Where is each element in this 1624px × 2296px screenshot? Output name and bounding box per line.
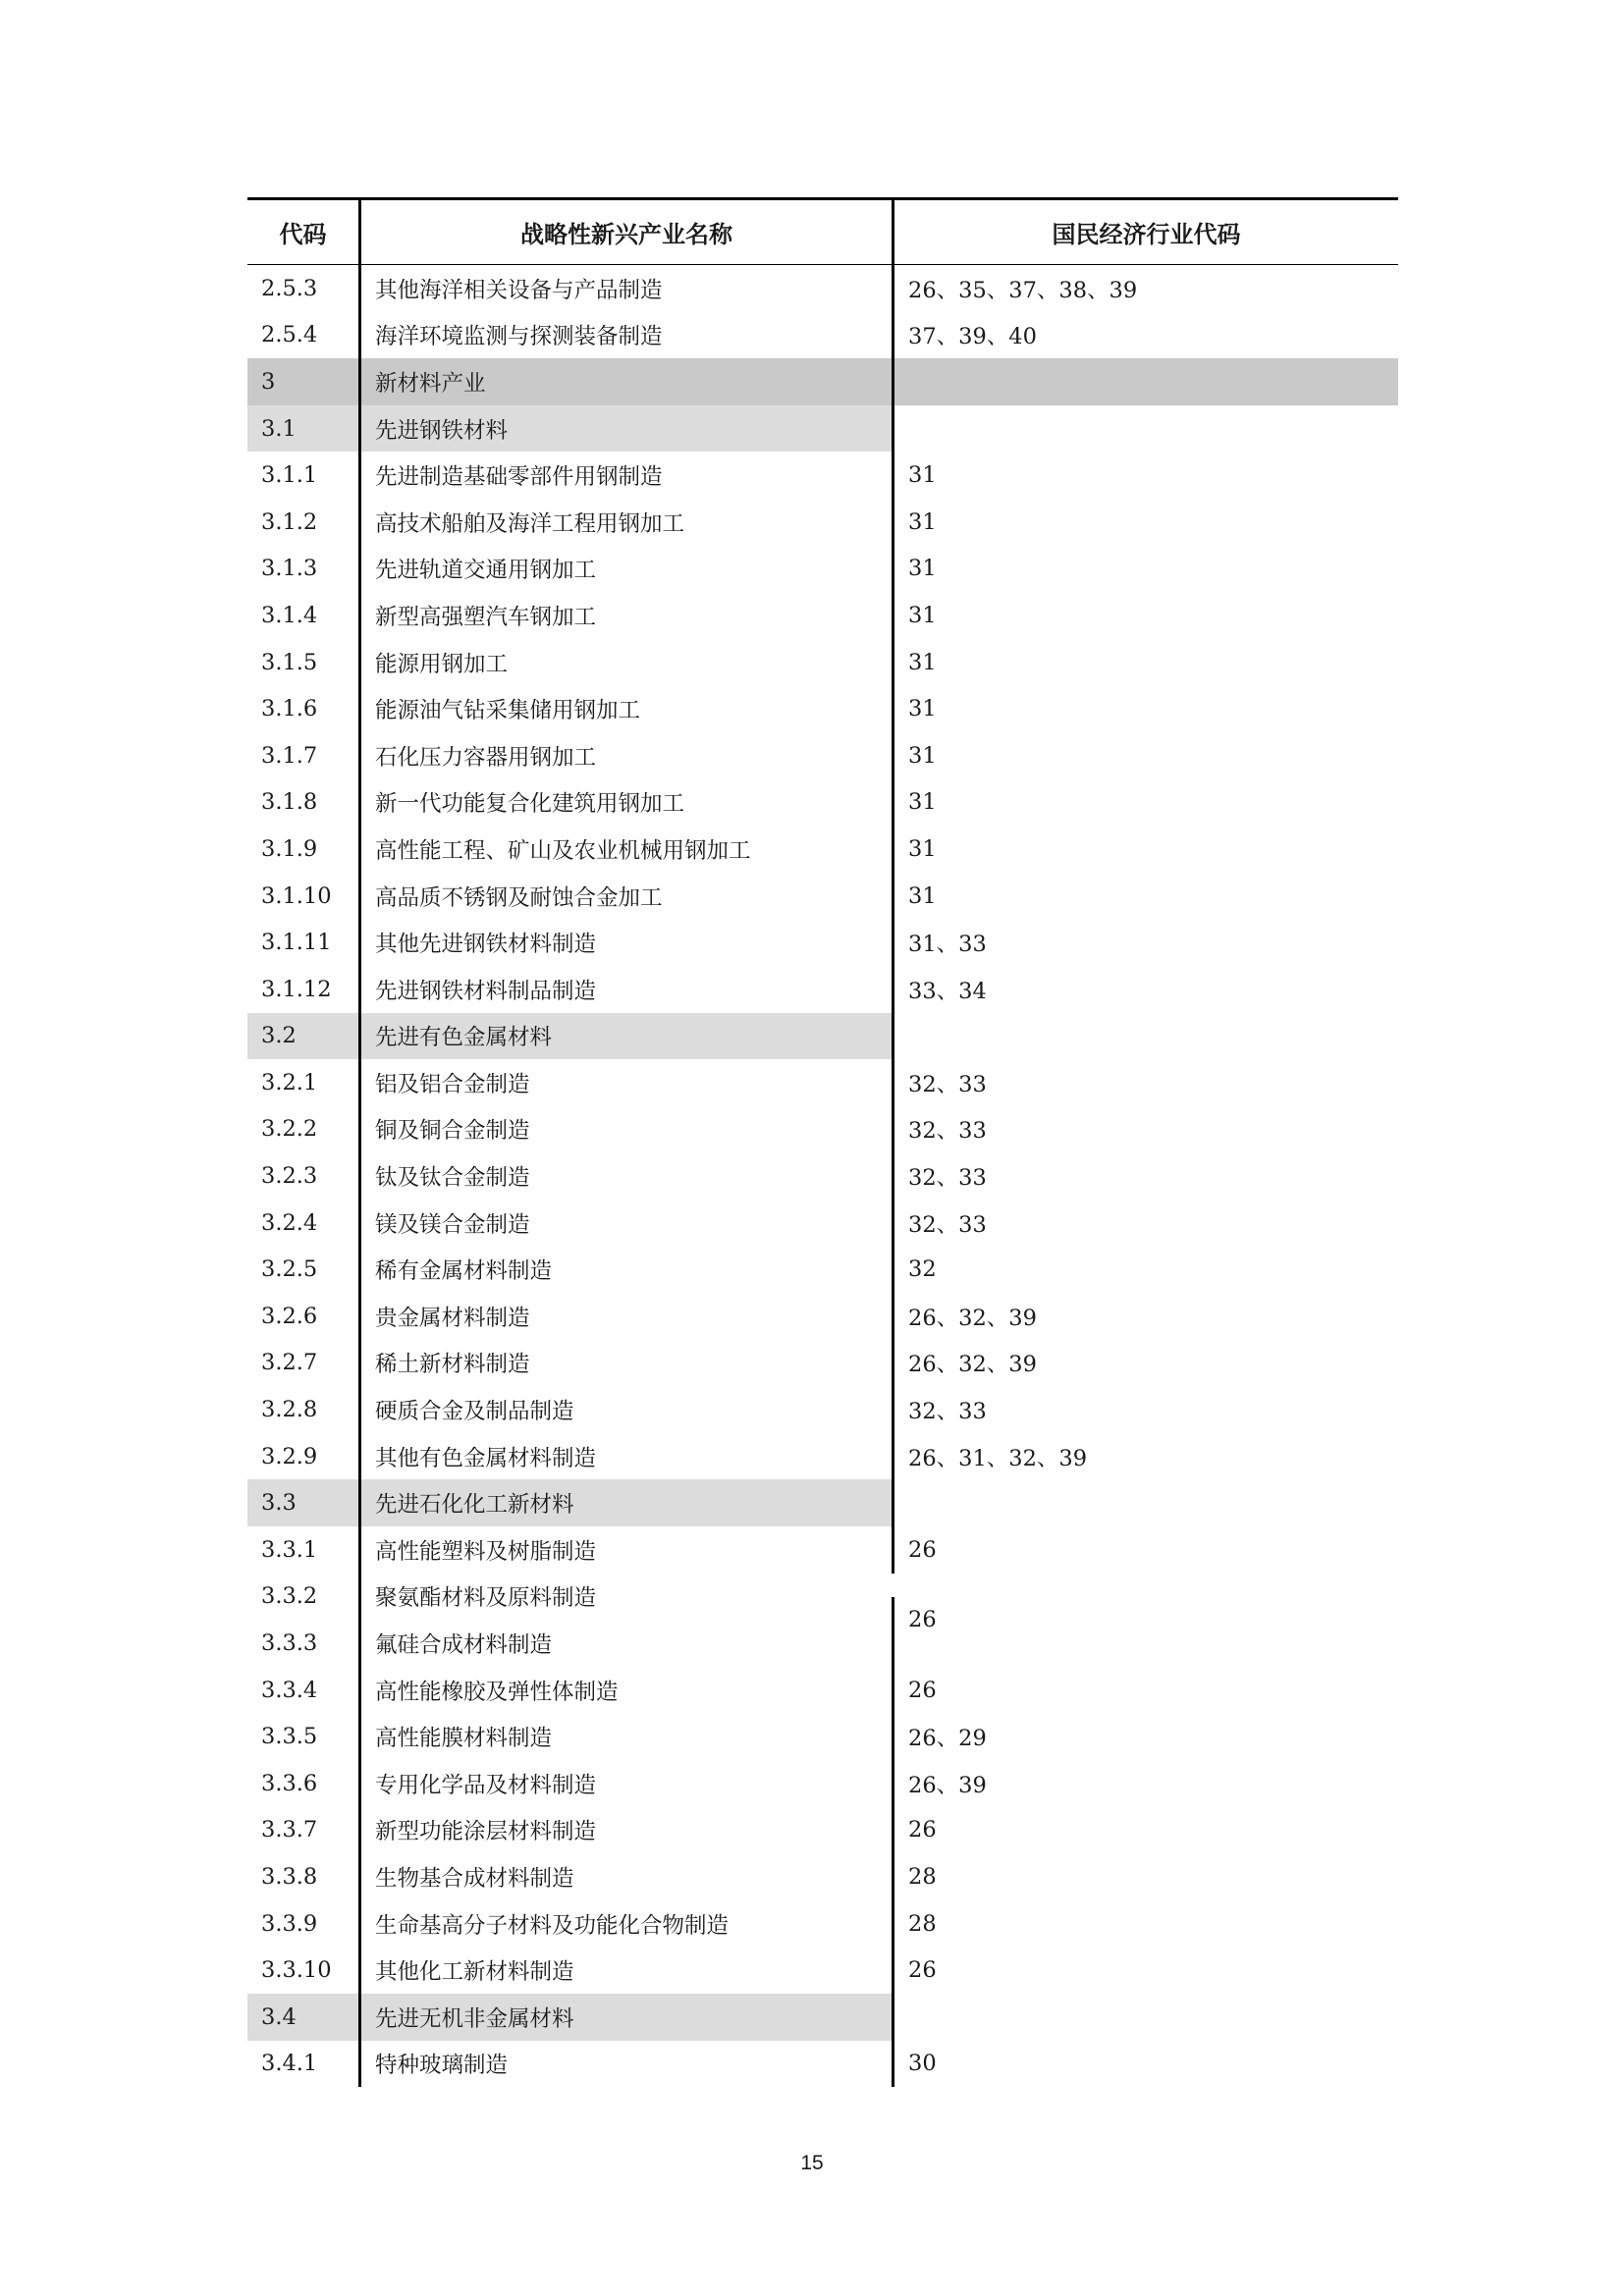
table-row [247,265,1398,312]
code-cell: 3.3.4 [261,1677,318,1703]
name-cell: 先进无机非金属材料 [358,1994,892,2041]
code-cell: 3.1.8 [261,789,318,816]
table-row [247,1713,1398,1760]
code-cell: 2.5.4 [261,322,318,348]
code-cell: 3.3 [247,1479,358,1526]
industry-code-cell: 32、33 [892,1106,1398,1153]
table-row [247,1947,1398,1994]
name-cell: 石化压力容器用钢加工 [358,732,892,779]
code-cell: 3.2 [247,1013,358,1060]
industry-code-cell: 26、29 [892,1713,1398,1760]
industry-code-cell: 37、39、40 [892,312,1398,359]
code-cell: 3.3.7 [261,1817,318,1843]
category-row [247,1994,1398,2041]
table-row [247,1340,1398,1387]
industry-code-cell: 26 [892,1597,1398,1644]
code-cell: 3.1.3 [261,556,318,582]
table-row [247,639,1398,686]
industry-code-cell: 32、33 [892,1200,1398,1247]
industry-code-cell: 28 [892,1853,1398,1900]
industry-code-cell [892,1013,1398,1060]
name-cell: 其他化工新材料制造 [358,1947,892,1994]
name-cell: 其他海洋相关设备与产品制造 [358,265,892,312]
code-cell: 3.1.2 [261,508,318,535]
code-cell: 3.3.5 [261,1724,318,1750]
code-cell: 3.2.3 [261,1163,318,1190]
table-row [247,1106,1398,1153]
name-cell: 专用化学品及材料制造 [358,1760,892,1807]
industry-code-cell: 26 [892,1807,1398,1854]
table-row [247,546,1398,593]
code-cell: 3.1.10 [261,882,332,909]
code-cell: 3.1.6 [261,696,318,722]
table-body [247,265,1398,2087]
table-row [247,312,1398,359]
industry-code-cell: 31 [892,779,1398,827]
name-cell: 高性能塑料及树脂制造 [358,1526,892,1574]
name-cell: 高技术船舶及海洋工程用钢加工 [358,499,892,546]
industry-code-cell: 26、32、39 [892,1293,1398,1340]
name-cell: 稀有金属材料制造 [358,1246,892,1293]
name-cell: 生命基高分子材料及功能化合物制造 [358,1900,892,1948]
industry-code-cell: 31 [892,452,1398,499]
header-industry-name: 战略性新兴产业名称 [358,200,892,264]
code-cell: 3.2.1 [261,1069,318,1095]
industry-code-cell: 28 [892,1900,1398,1948]
name-cell: 高性能工程、矿山及农业机械用钢加工 [358,826,892,873]
industry-code-cell: 26、35、37、38、39 [892,265,1398,312]
table-row [247,2041,1398,2088]
code-cell: 3.3.10 [261,1957,332,1984]
name-cell: 特种玻璃制造 [358,2041,892,2088]
industry-code-cell: 26、31、32、39 [892,1433,1398,1480]
code-cell: 3.2.2 [261,1116,318,1143]
name-cell: 先进钢铁材料 [358,405,892,453]
industry-classification-table [247,197,1398,2087]
industry-code-cell: 31 [892,546,1398,593]
name-cell: 硬质合金及制品制造 [358,1386,892,1433]
industry-code-cell: 32、33 [892,1059,1398,1106]
table-row [247,826,1398,873]
table-row [247,685,1398,732]
name-cell: 其他有色金属材料制造 [358,1433,892,1480]
industry-code-cell: 26、32、39 [892,1340,1398,1387]
name-cell: 海洋环境监测与探测装备制造 [358,312,892,359]
name-cell: 能源用钢加工 [358,639,892,686]
name-cell: 氟硅合成材料制造 [358,1620,892,1667]
code-cell: 3.1 [247,405,358,453]
industry-code-cell: 31 [892,592,1398,639]
code-cell: 3.2.8 [261,1397,318,1423]
code-cell: 3.3.9 [261,1910,318,1937]
code-cell: 3.2.7 [261,1350,318,1376]
name-cell: 生物基合成材料制造 [358,1853,892,1900]
header-code: 代码 [279,221,327,248]
name-cell: 先进石化化工新材料 [358,1479,892,1526]
table-row [247,1760,1398,1807]
industry-code-cell: 26、39 [892,1760,1398,1807]
industry-code-cell [892,405,1398,453]
industry-code-cell: 32、33 [892,1152,1398,1200]
code-cell: 3.3.2 [261,1583,318,1610]
code-cell: 3.4.1 [261,2051,318,2077]
industry-code-cell: 31 [892,685,1398,732]
name-cell: 高性能膜材料制造 [358,1713,892,1760]
name-cell: 铜及铜合金制造 [358,1106,892,1153]
header-economic-code: 国民经济行业代码 [892,200,1398,264]
name-cell: 稀土新材料制造 [358,1340,892,1387]
table-row [247,1200,1398,1247]
table-row [247,1059,1398,1106]
code-cell: 2.5.3 [261,275,318,301]
code-cell: 3.3.3 [261,1630,318,1657]
name-cell: 先进有色金属材料 [358,1013,892,1060]
name-cell: 铝及铝合金制造 [358,1059,892,1106]
code-cell: 3.3.8 [261,1863,318,1890]
industry-code-cell: 31 [892,639,1398,686]
code-cell: 3.3.1 [261,1536,318,1563]
name-cell: 聚氨酯材料及原料制造 [358,1574,892,1621]
table-row [247,1574,1398,1633]
table-row [247,1386,1398,1433]
code-cell: 3.2.9 [261,1443,318,1469]
code-cell: 3.1.11 [261,930,332,956]
industry-code-cell [892,1994,1398,2041]
table-row [247,1667,1398,1714]
name-cell: 钛及钛合金制造 [358,1152,892,1200]
industry-code-cell: 31 [892,873,1398,920]
table-row [247,1293,1398,1340]
table-row [247,1246,1398,1293]
name-cell: 先进轨道交通用钢加工 [358,546,892,593]
page-number: 15 [800,2152,824,2174]
industry-code-cell: 26 [892,1526,1398,1574]
code-cell: 3.2.6 [261,1303,318,1329]
name-cell: 其他先进钢铁材料制造 [358,919,892,966]
name-cell: 能源油气钻采集储用钢加工 [358,685,892,732]
table-row [247,592,1398,639]
name-cell: 贵金属材料制造 [358,1293,892,1340]
table-row [247,1853,1398,1900]
code-cell: 3.2.5 [261,1256,318,1283]
industry-code-cell: 31 [892,732,1398,779]
name-cell: 先进制造基础零部件用钢制造 [358,452,892,499]
code-cell: 3.1.7 [261,742,318,769]
table-row [247,1900,1398,1948]
category-row [247,1479,1398,1526]
table-row [247,1526,1398,1574]
name-cell: 镁及镁合金制造 [358,1200,892,1247]
name-cell: 高性能橡胶及弹性体制造 [358,1667,892,1714]
table-header [247,200,1398,265]
industry-code-cell [892,358,1398,405]
code-cell: 3.4 [247,1994,358,2041]
category-row [247,1013,1398,1060]
table-row [247,732,1398,779]
table-row [247,873,1398,920]
table-row [247,966,1398,1013]
name-cell: 先进钢铁材料制品制造 [358,966,892,1013]
category-row [247,405,1398,453]
table-row [247,1152,1398,1200]
table-row [247,779,1398,827]
table-row [247,1807,1398,1854]
industry-code-cell: 31、33 [892,919,1398,966]
code-cell: 3.1.5 [261,649,318,675]
industry-code-cell: 32、33 [892,1386,1398,1433]
industry-code-cell: 26 [892,1667,1398,1714]
code-cell: 3.1.9 [261,835,318,862]
industry-code-cell: 31 [892,826,1398,873]
name-cell: 新型功能涂层材料制造 [358,1807,892,1854]
code-cell: 3.1.4 [261,602,318,628]
table-row [247,1433,1398,1480]
table-row [247,452,1398,499]
name-cell: 新一代功能复合化建筑用钢加工 [358,779,892,827]
table-row [247,919,1398,966]
name-cell: 新型高强塑汽车钢加工 [358,592,892,639]
code-cell: 3 [247,358,358,405]
name-cell: 新材料产业 [358,358,892,405]
industry-code-cell [892,1479,1398,1526]
industry-code-cell: 26 [892,1947,1398,1994]
industry-code-cell: 32 [892,1246,1398,1293]
industry-code-cell: 33、34 [892,966,1398,1013]
name-cell: 高品质不锈钢及耐蚀合金加工 [358,873,892,920]
industry-code-cell: 31 [892,499,1398,546]
sector-row [247,358,1398,405]
table-row [247,499,1398,546]
code-cell: 3.3.6 [261,1770,318,1796]
code-cell: 3.2.4 [261,1209,318,1236]
code-cell: 3.1.1 [261,462,318,489]
code-cell: 3.1.12 [261,976,332,1002]
industry-code-cell: 30 [892,2041,1398,2088]
